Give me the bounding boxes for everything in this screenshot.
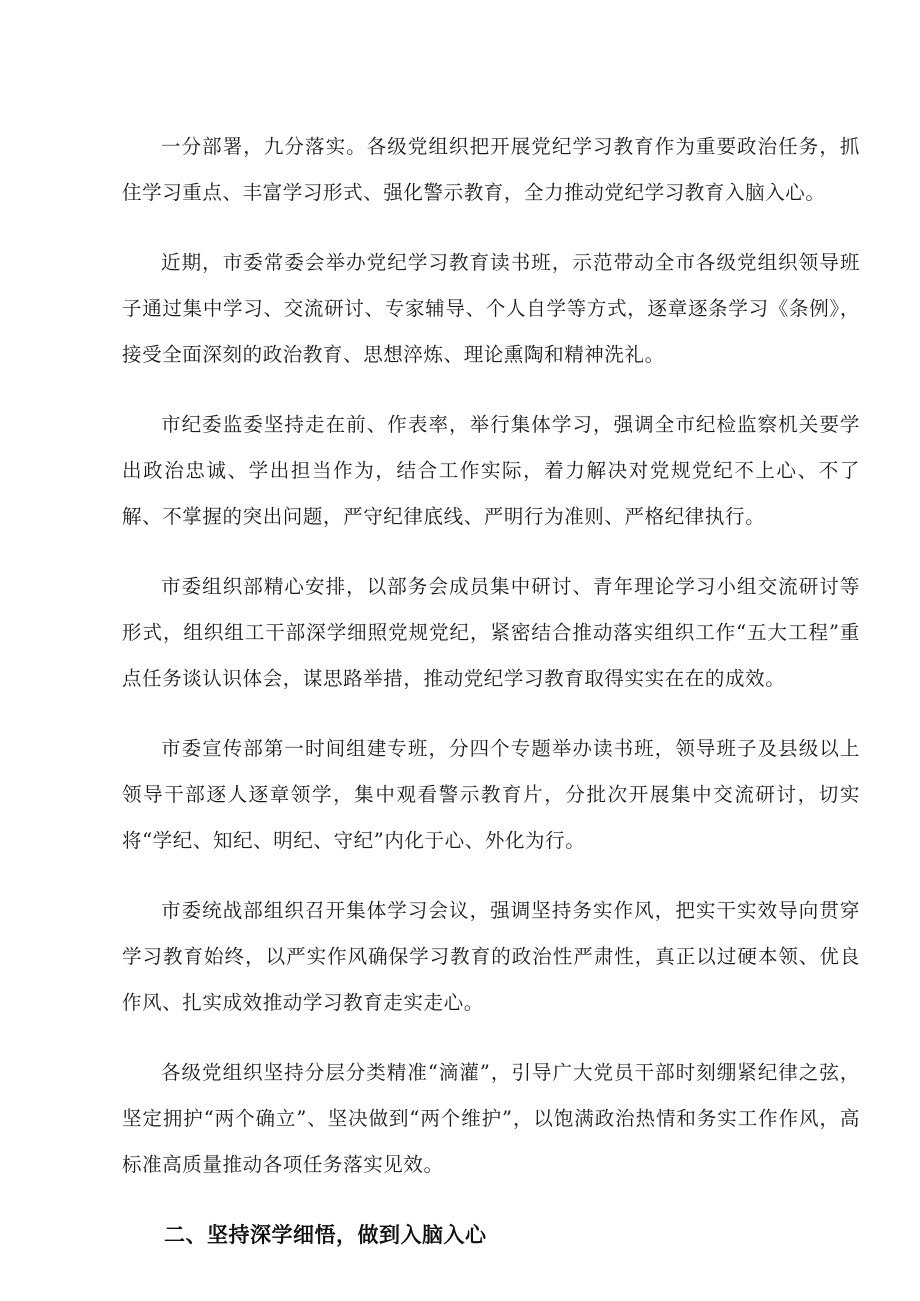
paragraph-5: 市委宣传部第一时间组建专班，分四个专题举办读书班，领导班子及县级以上领导干部逐人逐章领学，集中观看警示教育片，分批次开展集中交流研讨，切实将“学纪、知纪、明纪、守纪”内化于心、外化为行。 bbox=[122, 737, 860, 852]
paragraph-2: 近期，市委常委会举办党纪学习教育读书班，示范带动全市各级党组织领导班子通过集中学习、交流研讨、专家辅导、个人自学等方式，逐章逐条学习《条例》，接受全面深刻的政治教育、思想淬炼、理论熏陶和精神洗礼。 bbox=[122, 251, 860, 366]
document-body bbox=[122, 124, 860, 1258]
paragraph-4: 市委组织部精心安排，以部务会成员集中研讨、青年理论学习小组交流研讨等形式，组织组工干部深学细照党规党纪，紧密结合推动落实组织工作“五大工程”重点任务谈认识体会，谋思路举措，推动党纪学习教育取得实实在在的成效。 bbox=[122, 575, 860, 690]
paragraph-1: 一分部署，九分落实。各级党组织把开展党纪学习教育作为重要政治任务，抓住学习重点、丰富学习形式、强化警示教育，全力推动党纪学习教育入脑入心。 bbox=[122, 135, 860, 204]
paragraph-6: 市委统战部组织召开集体学习会议，强调坚持务实作风，把实干实效导向贯穿学习教育始终，以严实作风确保学习教育的政治性严肃性，真正以过硬本领、优良作风、扎实成效推动学习教育走实走心。 bbox=[122, 899, 860, 1014]
section-heading: 二、坚持深学细悟，做到入脑入心 bbox=[164, 1223, 487, 1247]
paragraph-3: 市纪委监委坚持走在前、作表率，举行集体学习，强调全市纪检监察机关要学出政治忠诚、学出担当作为，结合工作实际，着力解决对党规党纪不上心、不了解、不掌握的突出问题，严守纪律底线、严明行为准则、严格纪律执行。 bbox=[122, 413, 860, 528]
paragraph-7: 各级党组织坚持分层分类精准“滴灌”，引导广大党员干部时刻绷紧纪律之弦，坚定拥护“两个确立”、坚决做到“两个维护”，以饱满政治热情和务实工作作风，高标准高质量推动各项任务落实见效。 bbox=[122, 1061, 860, 1176]
